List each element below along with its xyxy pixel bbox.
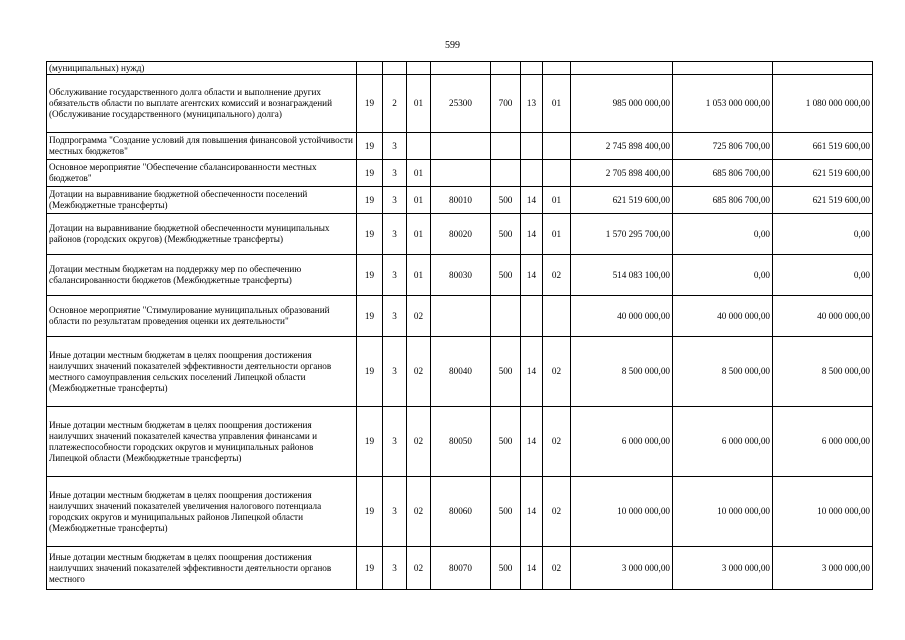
row-amount-1 xyxy=(571,62,673,75)
row-code-3: 01 xyxy=(407,75,431,133)
row-code-1: 19 xyxy=(357,547,383,590)
row-code-5: 500 xyxy=(491,214,521,255)
row-code-5 xyxy=(491,62,521,75)
row-code-4: 80010 xyxy=(431,187,491,214)
table-row xyxy=(47,187,873,214)
row-code-7: 01 xyxy=(543,214,571,255)
row-code-1: 19 xyxy=(357,75,383,133)
row-amount-1: 985 000 000,00 xyxy=(571,75,673,133)
row-amount-3: 621 519 600,00 xyxy=(773,187,873,214)
row-name: Иные дотации местным бюджетам в целях поощрения достижения наилучших значений показателей качества управления финансами и платежеспособности городских округов и муниципальных районов Липецкой области (Межбюджетные трансферты) xyxy=(47,407,357,477)
row-code-7: 02 xyxy=(543,255,571,296)
row-code-2: 3 xyxy=(383,187,407,214)
row-amount-2 xyxy=(673,62,773,75)
row-code-4 xyxy=(431,133,491,160)
row-code-7: 02 xyxy=(543,337,571,407)
row-code-5 xyxy=(491,160,521,187)
row-code-3: 01 xyxy=(407,255,431,296)
table-row xyxy=(47,160,873,187)
row-code-7 xyxy=(543,133,571,160)
row-code-5 xyxy=(491,133,521,160)
row-code-1: 19 xyxy=(357,255,383,296)
row-code-4: 80040 xyxy=(431,337,491,407)
row-code-6 xyxy=(521,133,543,160)
row-code-7 xyxy=(543,62,571,75)
row-code-5: 500 xyxy=(491,337,521,407)
row-code-5: 500 xyxy=(491,255,521,296)
row-amount-1: 10 000 000,00 xyxy=(571,477,673,547)
row-code-1: 19 xyxy=(357,187,383,214)
row-amount-2: 685 806 700,00 xyxy=(673,187,773,214)
row-code-3: 01 xyxy=(407,160,431,187)
row-code-3: 01 xyxy=(407,214,431,255)
row-code-5: 700 xyxy=(491,75,521,133)
table-row xyxy=(47,214,873,255)
row-amount-1: 514 083 100,00 xyxy=(571,255,673,296)
row-code-1 xyxy=(357,62,383,75)
row-code-7: 02 xyxy=(543,547,571,590)
row-code-6: 14 xyxy=(521,407,543,477)
row-name: (муниципальных) нужд) xyxy=(47,62,357,75)
row-code-7: 02 xyxy=(543,477,571,547)
row-code-4 xyxy=(431,160,491,187)
row-code-2: 2 xyxy=(383,75,407,133)
row-amount-3: 6 000 000,00 xyxy=(773,407,873,477)
row-amount-1: 8 500 000,00 xyxy=(571,337,673,407)
row-code-6 xyxy=(521,296,543,337)
row-code-2: 3 xyxy=(383,547,407,590)
row-name: Дотации на выравнивание бюджетной обеспеченности поселений (Межбюджетные трансферты) xyxy=(47,187,357,214)
row-amount-3: 0,00 xyxy=(773,214,873,255)
page-number: 599 xyxy=(445,40,460,51)
row-code-2 xyxy=(383,62,407,75)
row-amount-2: 8 500 000,00 xyxy=(673,337,773,407)
table-row xyxy=(47,62,873,75)
row-amount-3 xyxy=(773,62,873,75)
row-code-4: 25300 xyxy=(431,75,491,133)
budget-table xyxy=(46,61,873,590)
row-name: Основное мероприятие "Стимулирование муниципальных образований области по результатам проведения оценки их деятельности" xyxy=(47,296,357,337)
row-code-6: 14 xyxy=(521,187,543,214)
row-code-3: 02 xyxy=(407,547,431,590)
table-row xyxy=(47,407,873,477)
row-code-3: 02 xyxy=(407,296,431,337)
row-code-1: 19 xyxy=(357,214,383,255)
row-code-7: 01 xyxy=(543,187,571,214)
row-code-6: 14 xyxy=(521,255,543,296)
row-name: Дотации местным бюджетам на поддержку мер по обеспечению сбалансированности бюджетов (Межбюджетные трансферты) xyxy=(47,255,357,296)
row-code-2: 3 xyxy=(383,255,407,296)
row-code-1: 19 xyxy=(357,337,383,407)
row-code-1: 19 xyxy=(357,407,383,477)
row-code-6 xyxy=(521,160,543,187)
row-name: Обслуживание государственного долга области и выполнение других обязательств области по выплате агентских комиссий и вознаграждений (Обслуживание государственного (муниципального) долга) xyxy=(47,75,357,133)
row-amount-3: 40 000 000,00 xyxy=(773,296,873,337)
row-code-6: 13 xyxy=(521,75,543,133)
table-row xyxy=(47,477,873,547)
row-code-7: 01 xyxy=(543,75,571,133)
row-name: Подпрограмма "Создание условий для повышения финансовой устойчивости местных бюджетов" xyxy=(47,133,357,160)
row-code-2: 3 xyxy=(383,296,407,337)
row-name: Иные дотации местным бюджетам в целях поощрения достижения наилучших значений показателей эффективности деятельности органов местного xyxy=(47,547,357,590)
row-amount-2: 0,00 xyxy=(673,214,773,255)
row-amount-2: 6 000 000,00 xyxy=(673,407,773,477)
row-code-1: 19 xyxy=(357,133,383,160)
row-code-6 xyxy=(521,62,543,75)
row-code-7: 02 xyxy=(543,407,571,477)
row-code-4: 80020 xyxy=(431,214,491,255)
row-amount-3: 1 080 000 000,00 xyxy=(773,75,873,133)
row-code-7 xyxy=(543,296,571,337)
row-code-2: 3 xyxy=(383,214,407,255)
row-amount-2: 685 806 700,00 xyxy=(673,160,773,187)
row-code-1: 19 xyxy=(357,296,383,337)
table-row xyxy=(47,337,873,407)
row-code-4: 80070 xyxy=(431,547,491,590)
row-amount-3: 0,00 xyxy=(773,255,873,296)
row-code-6: 14 xyxy=(521,547,543,590)
row-amount-2: 0,00 xyxy=(673,255,773,296)
row-code-2: 3 xyxy=(383,407,407,477)
row-code-6: 14 xyxy=(521,214,543,255)
row-amount-2: 3 000 000,00 xyxy=(673,547,773,590)
row-code-3: 02 xyxy=(407,407,431,477)
row-amount-1: 1 570 295 700,00 xyxy=(571,214,673,255)
row-code-5: 500 xyxy=(491,547,521,590)
row-amount-1: 621 519 600,00 xyxy=(571,187,673,214)
table-row xyxy=(47,75,873,133)
row-code-6: 14 xyxy=(521,477,543,547)
row-code-1: 19 xyxy=(357,160,383,187)
row-code-2: 3 xyxy=(383,133,407,160)
row-code-3: 02 xyxy=(407,477,431,547)
row-amount-1: 2 705 898 400,00 xyxy=(571,160,673,187)
row-name: Дотации на выравнивание бюджетной обеспеченности муниципальных районов (городских округов) (Межбюджетные трансферты) xyxy=(47,214,357,255)
row-code-1: 19 xyxy=(357,477,383,547)
row-code-5 xyxy=(491,296,521,337)
row-amount-1: 3 000 000,00 xyxy=(571,547,673,590)
row-amount-2: 40 000 000,00 xyxy=(673,296,773,337)
row-code-4: 80050 xyxy=(431,407,491,477)
row-code-4 xyxy=(431,296,491,337)
row-code-6: 14 xyxy=(521,337,543,407)
row-code-5: 500 xyxy=(491,187,521,214)
row-code-7 xyxy=(543,160,571,187)
table-row xyxy=(47,547,873,590)
table-row xyxy=(47,296,873,337)
row-amount-3: 10 000 000,00 xyxy=(773,477,873,547)
row-code-4: 80060 xyxy=(431,477,491,547)
table-row xyxy=(47,255,873,296)
table-row xyxy=(47,133,873,160)
row-name: Иные дотации местным бюджетам в целях поощрения достижения наилучших значений показателей увеличения налогового потенциала городских округов и муниципальных районов Липецкой области (Межбюджетные трансферты) xyxy=(47,477,357,547)
row-amount-3: 8 500 000,00 xyxy=(773,337,873,407)
row-amount-3: 3 000 000,00 xyxy=(773,547,873,590)
row-amount-1: 2 745 898 400,00 xyxy=(571,133,673,160)
row-amount-1: 6 000 000,00 xyxy=(571,407,673,477)
row-code-5: 500 xyxy=(491,477,521,547)
row-amount-3: 661 519 600,00 xyxy=(773,133,873,160)
row-code-4: 80030 xyxy=(431,255,491,296)
row-name: Иные дотации местным бюджетам в целях поощрения достижения наилучших значений показателей эффективности деятельности органов местного самоуправления сельских поселений Липецкой области (Межбюджетные трансферты) xyxy=(47,337,357,407)
row-amount-2: 1 053 000 000,00 xyxy=(673,75,773,133)
row-amount-2: 10 000 000,00 xyxy=(673,477,773,547)
row-code-2: 3 xyxy=(383,477,407,547)
row-amount-1: 40 000 000,00 xyxy=(571,296,673,337)
row-code-3: 01 xyxy=(407,187,431,214)
row-code-3: 02 xyxy=(407,337,431,407)
row-code-2: 3 xyxy=(383,160,407,187)
row-code-4 xyxy=(431,62,491,75)
row-name: Основное мероприятие "Обеспечение сбалансированности местных бюджетов" xyxy=(47,160,357,187)
row-code-5: 500 xyxy=(491,407,521,477)
row-amount-3: 621 519 600,00 xyxy=(773,160,873,187)
row-code-2: 3 xyxy=(383,337,407,407)
row-code-3 xyxy=(407,62,431,75)
row-amount-2: 725 806 700,00 xyxy=(673,133,773,160)
row-code-3 xyxy=(407,133,431,160)
